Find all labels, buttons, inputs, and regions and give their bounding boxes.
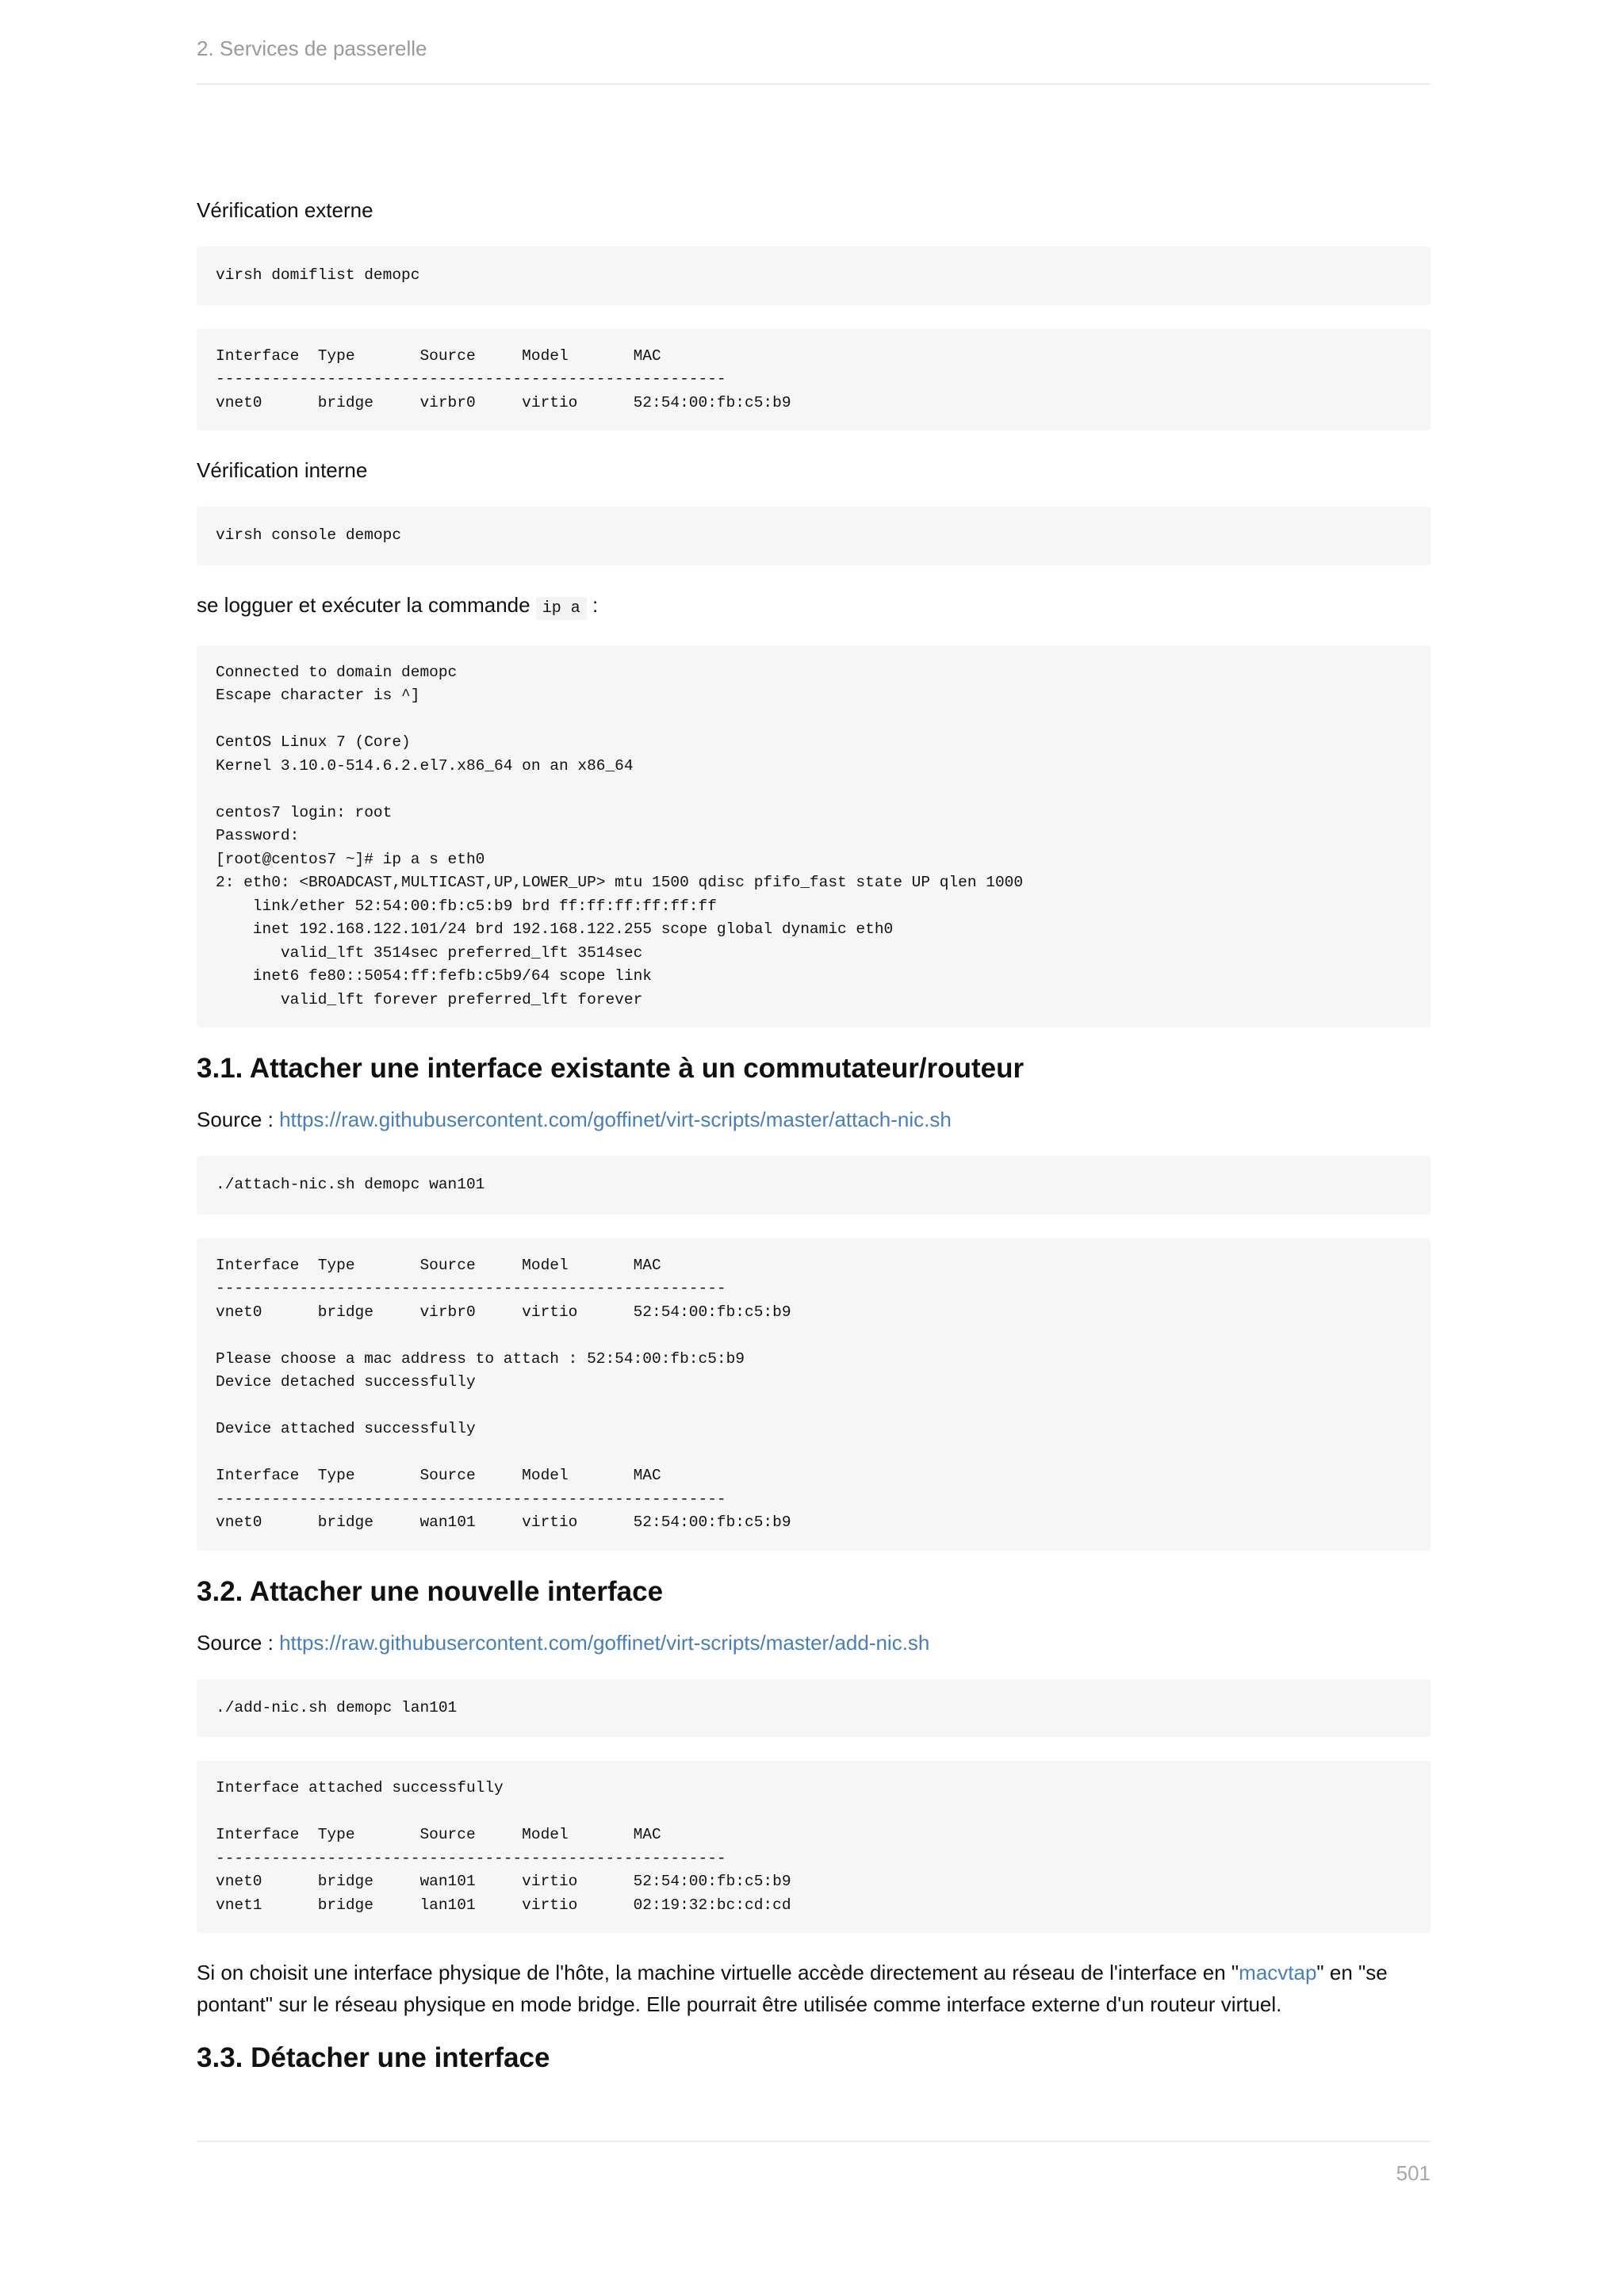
page-number: 501 [1396,2161,1431,2185]
source-line-attach [197,1104,1431,1135]
output-block-domiflist: Interface Type Source Model MAC ------------------------------------------------------- vnet0 bridge virbr0 virtio 52:54:00:fb:c5:b9 [197,329,1431,431]
paragraph-macvtap [197,1957,1431,2020]
output-block-console: Connected to domain demopc Escape character is ^] CentOS Linux 7 (Core) Kernel 3.10.0-514.6.2.el7.x86_64 on an x86_64 centos7 login: root Password: [root@centos7 ~]# ip a s eth0 2: eth0: <BROADCAST,MULTICAST,UP,LOWER_UP> mtu 1500 qdisc pfifo_fast state UP qlen 1000 link/ether 52:54:00:fb:c5:b9 brd ff:ff:ff:ff:ff:ff inet 192.168.122.101/24 brd 192.168.122.255 scope global dynamic eth0 valid_lft 3514sec preferred_lft 3514sec inet6 fe80::5054:ff:fefb:c5b9/64 scope link valid_lft forever preferred_lft forever [197,645,1431,1028]
code-block-attach: ./attach-nic.sh demopc wan101 [197,1156,1431,1215]
paragraph-external-check: Vérification externe [197,198,373,222]
code-block-domiflist: virsh domiflist demopc [197,247,1431,305]
source-link-attach-nic[interactable]: https://raw.githubusercontent.com/goffinet/virt-scripts/master/attach-nic.sh [279,1108,952,1131]
page-content [197,194,1431,2093]
paragraph-internal-check: Vérification interne [197,458,368,482]
section-heading-3-2: 3.2. Attacher une nouvelle interface [197,1575,664,1607]
source-line-add [197,1627,1431,1659]
output-block-add: Interface attached successfully Interface Type Source Model MAC ------------------------------------------------------- vnet0 bridge wan101 virtio 52:54:00:fb:c5:b9 vnet1 bridge lan101 virtio 02:19:32:bc:cd:cd [197,1761,1431,1933]
output-block-attach: Interface Type Source Model MAC ------------------------------------------------------- vnet0 bridge virbr0 virtio 52:54:00:fb:c5:b9 Please choose a mac address to attach : 52:54:00:fb:c5:b9 Device detached successfully Device attached successfully Interface Type Source Model MAC ------------------------------------------------------- vnet0 bridge wan101 virtio 52:54:00:fb:c5:b9 [197,1238,1431,1551]
paragraph-login [197,589,1431,625]
inline-code-ip-a: ip a [536,597,587,620]
macvtap-text-after: " en "se pontant" sur le réseau physique en mode bridge. Elle pourrait être utilisée comme interface externe d'un routeur virtuel. [197,1961,1388,2016]
source-label: Source : [197,1630,280,1655]
source-link-add-nic[interactable]: https://raw.githubusercontent.com/goffinet/virt-scripts/master/add-nic.sh [279,1630,930,1655]
page-footer [197,2141,1431,2186]
login-text-after: : [586,592,599,617]
macvtap-text-before: Si on choisit une interface physique de l'hôte, la machine virtuelle accède directement au réseau de l'interface en " [197,1961,1239,1984]
running-header: 2. Services de passerelle [197,36,1431,85]
login-text-before: se logguer et exécuter la commande [197,592,536,617]
section-heading-3-3: 3.3. Détacher une interface [197,2042,550,2073]
macvtap-link[interactable]: macvtap [1239,1961,1317,1984]
code-block-console: virsh console demopc [197,507,1431,565]
source-label: Source : [197,1108,280,1131]
code-block-add: ./add-nic.sh demopc lan101 [197,1679,1431,1738]
section-heading-3-1: 3.1. Attacher une interface existante à un commutateur/routeur [197,1053,1025,1084]
